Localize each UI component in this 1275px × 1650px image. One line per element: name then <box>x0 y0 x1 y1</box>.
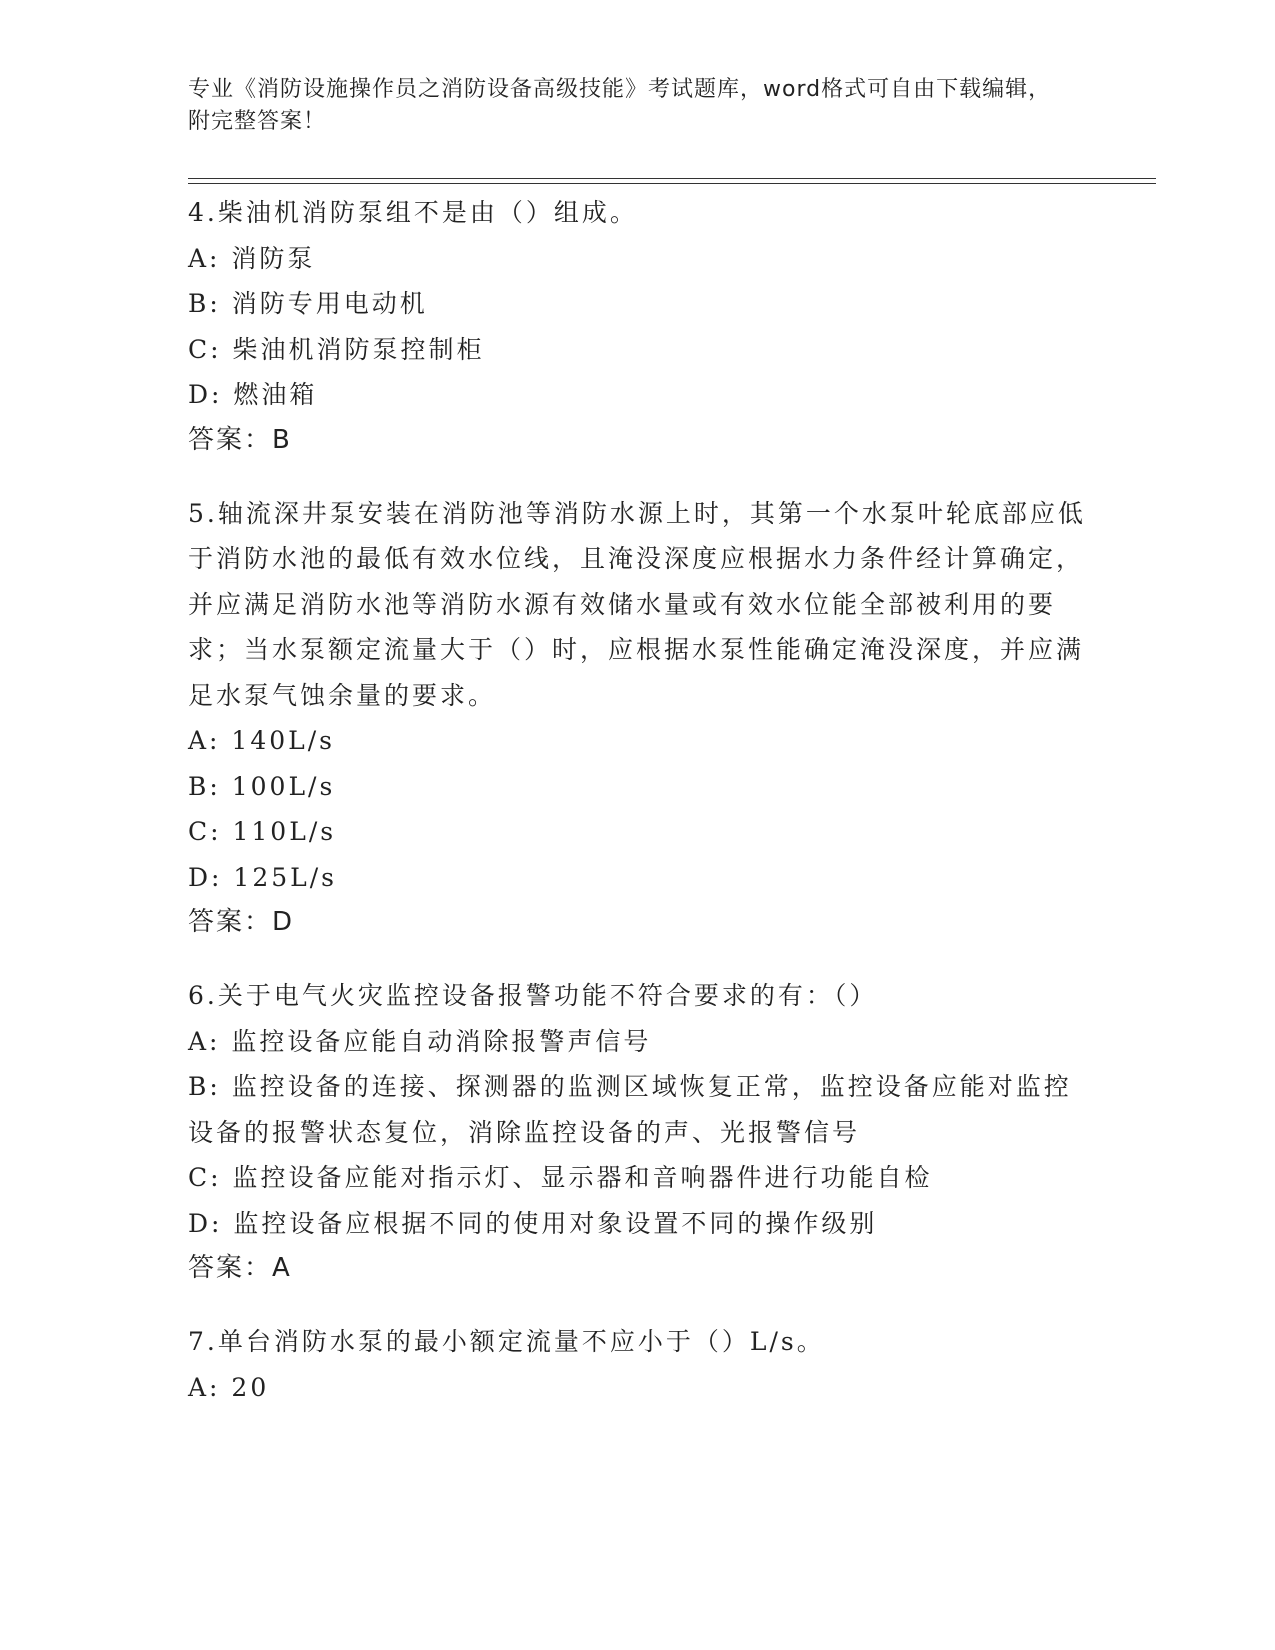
question-text: 6.关于电气火灾监控设备报警功能不符合要求的有：（） <box>188 981 878 1010</box>
option-d: D: 125L/s <box>188 862 337 892</box>
question-6 <box>188 973 1088 1291</box>
option-d: D: 监控设备应根据不同的使用对象设置不同的操作级别 <box>188 1208 878 1238</box>
option-b: B: 消防专用电动机 <box>188 289 428 318</box>
option-c: C: 监控设备应能对指示灯、显示器和音响器件进行功能自检 <box>188 1163 933 1192</box>
option-a: A: 20 <box>188 1372 270 1402</box>
option-a: A: 消防泵 <box>188 243 316 273</box>
question-4 <box>188 190 1088 463</box>
header-divider-bottom <box>188 183 1156 184</box>
option-b: B: 监控设备的连接、探测器的监测区域恢复正常，监控设备应能对监控设备的报警状态复位，消除监控设备的声、光报警信号 <box>188 1072 1072 1147</box>
option-c: C: 110L/s <box>188 817 337 846</box>
answer: 答案：A <box>188 1253 292 1283</box>
option-d: D: 燃油箱 <box>188 380 318 409</box>
question-text: 4.柴油机消防泵组不是由（）组成。 <box>188 198 638 227</box>
option-b: B: 100L/s <box>188 771 336 801</box>
document-header: 专业《消防设施操作员之消防设备高级技能》考试题库，word格式可自由下载编辑，附完整答案！ <box>188 77 1052 134</box>
option-a: A: 140L/s <box>188 726 335 755</box>
option-a: A: 监控设备应能自动消除报警声信号 <box>188 1026 652 1056</box>
answer: 答案：D <box>188 907 295 937</box>
answer: 答案：B <box>188 424 292 455</box>
option-c: C: 柴油机消防泵控制柜 <box>188 334 485 364</box>
question-text: 5.轴流深井泵安装在消防池等消防水源上时，其第一个水泵叶轮底部应低于消防水池的最低有效水位线，且淹没深度应根据水力条件经计算确定，并应满足消防水池等消防水源有效储水量或有效水位能全部被利用的要求；当水泵额定流量大于（）时，应根据水泵性能确定淹没深度，并应满足水泵气蚀余量的要求。 <box>188 498 1086 710</box>
header-divider-top <box>188 178 1156 179</box>
question-5 <box>188 491 1088 946</box>
question-7 <box>188 1319 1088 1410</box>
question-text: 7.单台消防水泵的最小额定流量不应小于（）L/s。 <box>188 1327 825 1356</box>
question-list <box>188 190 1088 1438</box>
